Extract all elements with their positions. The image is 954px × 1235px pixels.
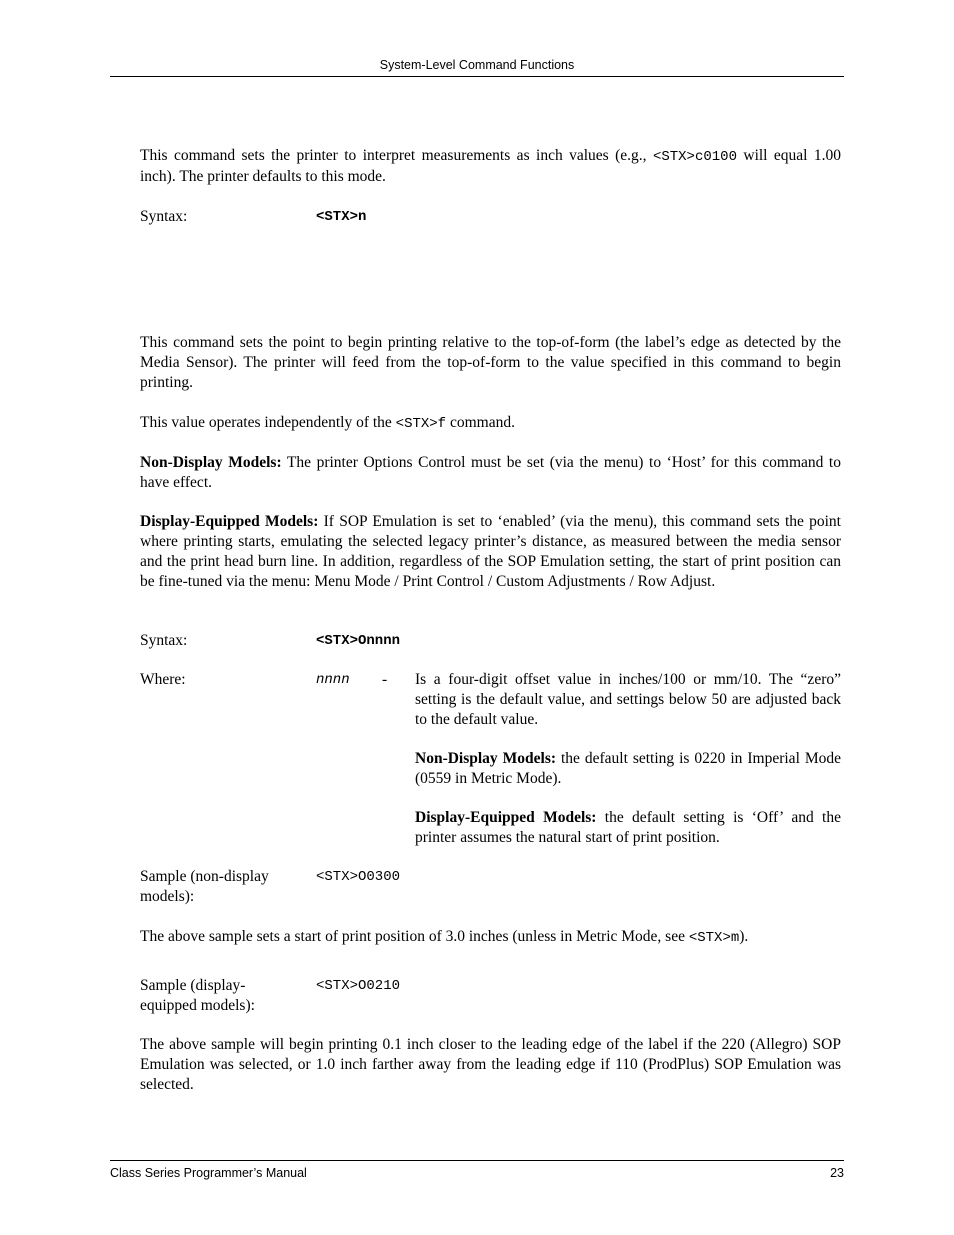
- where-label: Where:: [140, 671, 186, 688]
- syntax-label: Syntax:: [140, 208, 188, 225]
- where-non-display-label: Non-Display Models:: [415, 750, 557, 767]
- start-of-print-description: This command sets the point to begin printing relative to the top-of-form (the label’s edge as detected by the Media Sensor). The printer will feed from the top-of-form to the value specified in this command to begin printing.: [140, 334, 841, 391]
- sample-display-note: The above sample will begin printing 0.1 inch closer to the leading edge of the label if the 220 (Allegro) SOP Emulation was selected, or 1.0 inch farther away from the leading edge if 110 (ProdPlus) SOP Emulation was selected.: [140, 1036, 841, 1093]
- sample-non-display-note: [140, 927, 841, 948]
- syntax-value: <STX>Onnnn: [316, 633, 401, 649]
- where-description: Is a four-digit offset value in inches/100 or mm/10. The “zero” setting is the default value, and settings below 50 are adjusted back to the default value.: [415, 671, 841, 728]
- non-display-models-note: [140, 453, 841, 493]
- non-display-text: The printer Options Control must be set (via the menu) to ‘Host’ for this command to have effect.: [140, 454, 841, 491]
- display-equipped-label: Display-Equipped Models:: [140, 513, 319, 530]
- where-dash: -: [382, 671, 388, 688]
- page-footer: [110, 1160, 844, 1183]
- header-title: System-Level Command Functions: [379, 58, 575, 72]
- where-non-display-text: the default setting is 0220 in Imperial Mode (0559 in Metric Mode).: [415, 750, 841, 787]
- where-non-display-default: [415, 749, 841, 789]
- inch-mode-example-code: <STX>c0100: [652, 149, 737, 165]
- sample-note-code: <STX>m: [688, 930, 740, 946]
- syntax-label: Syntax:: [140, 632, 188, 649]
- inch-mode-text: This command sets the printer to interpret measurements as inch values (e.g.,: [140, 147, 653, 164]
- where-display-default: [415, 808, 841, 848]
- non-display-label: Non-Display Models:: [140, 454, 282, 471]
- where-display-text: the default setting is ‘Off’ and the printer assumes the natural start of print position.: [415, 809, 841, 846]
- display-equipped-models-note: [140, 512, 841, 592]
- independence-text: This value operates independently of the: [140, 414, 396, 431]
- syntax-value: <STX>n: [316, 209, 367, 225]
- where-parameter: nnnn: [316, 672, 350, 688]
- independence-text-end: command.: [446, 414, 515, 431]
- independence-note: [140, 413, 841, 434]
- display-equipped-text: If SOP Emulation is set to ‘enabled’ (via the menu), this command sets the point where printing starts, emulating the selected legacy printer’s distance, as measured between the media sensor and the print head burn line. In addition, regardless of the SOP Emulation setting, the start of print position can be fine-tuned via the menu: Menu Mode / Print Control / Custom Adjustments / Row Adjust.: [140, 513, 841, 590]
- inch-mode-description: [140, 146, 841, 187]
- inch-mode-text-end: will equal 1.00 inch). The printer defaults to this mode.: [140, 147, 842, 185]
- page-header: [110, 55, 844, 77]
- sample-note-text-end: ).: [739, 928, 749, 945]
- sample-note-text: The above sample sets a start of print position of 3.0 inches (unless in Metric Mode, see: [140, 928, 689, 945]
- sample-non-display-value: <STX>O0300: [316, 869, 401, 885]
- sample-non-display-label: Sample (non-display models):: [140, 868, 269, 905]
- footer-manual-title: Class Series Programmer’s Manual: [110, 1166, 307, 1180]
- sample-display-value: <STX>O0210: [316, 978, 401, 994]
- sample-display-label: Sample (display-equipped models):: [140, 977, 255, 1014]
- page-number: 23: [830, 1166, 844, 1180]
- where-display-label: Display-Equipped Models:: [415, 809, 597, 826]
- independence-code: <STX>f: [395, 416, 447, 432]
